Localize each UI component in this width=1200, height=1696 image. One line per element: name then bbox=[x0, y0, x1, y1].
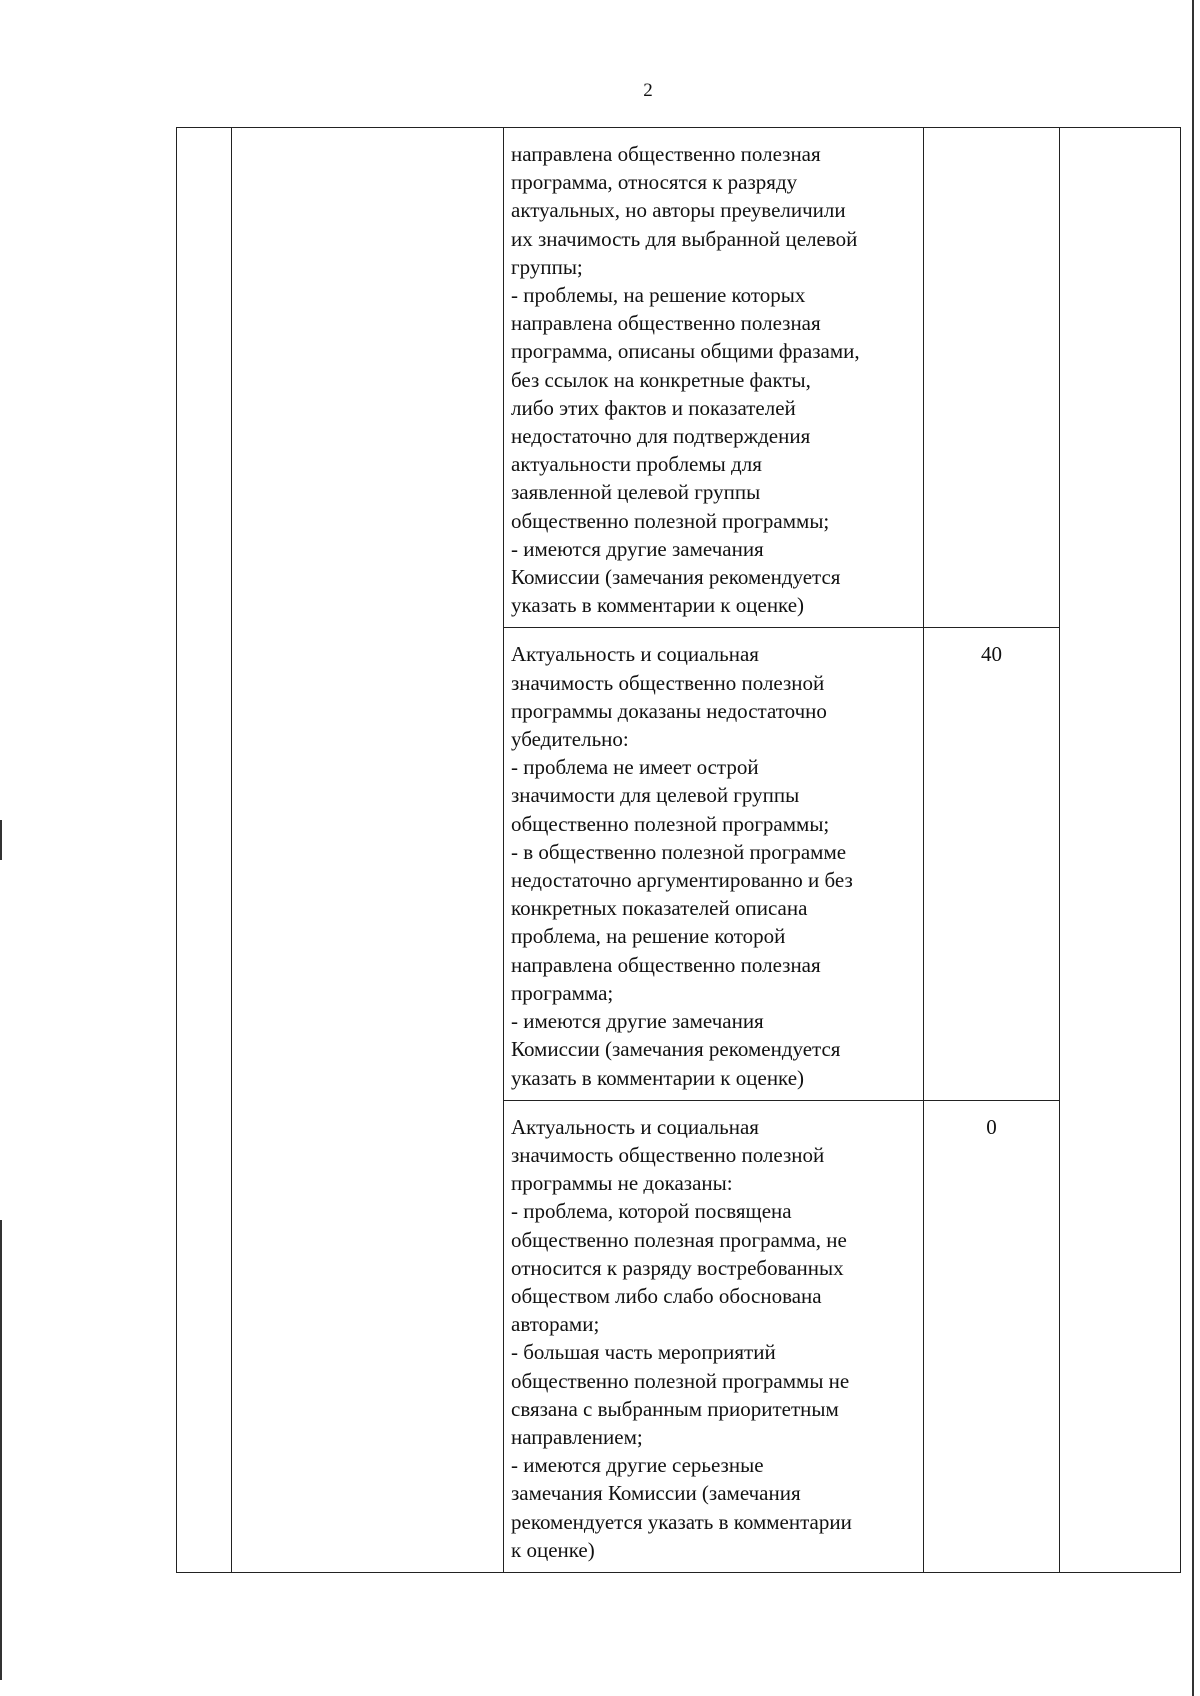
criterion-description: направлена общественно полезная программа, относятся к разряду актуальных, но авторы преувеличили их значимость для выбранной целевой группы; - проблемы, на решение которых направлена общественно полезная программа, описаны общими фразами, без ссылок на конкретные факты, либо этих фактов и показателей недостаточно для подтверждения актуальности проблемы для заявленной целевой группы общественно полезной программы; - имеются другие замечания Комиссии (замечания рекомендуется указать в комментарии к оценке) bbox=[511, 142, 860, 618]
criterion-description-cell bbox=[504, 1100, 924, 1572]
criterion-description: Актуальность и социальная значимость общественно полезной программы доказаны недостаточно убедительно: - проблема не имеет острой значимости для целевой группы общественно полезной программы; - в общественно полезной программе недостаточно аргументированно и без конкретных показателей описана проблема, на решение которой направлена общественно полезная программа; - имеются другие замечания Комиссии (замечания рекомендуется указать в комментарии к оценке) bbox=[511, 642, 853, 1090]
criterion-description-cell bbox=[504, 128, 924, 628]
score-cell bbox=[924, 628, 1060, 1100]
page-number: 2 bbox=[643, 80, 653, 101]
score-value: 40 bbox=[981, 642, 1002, 667]
comment-cell bbox=[1060, 128, 1181, 1573]
criterion-description: Актуальность и социальная значимость общественно полезной программы не доказаны: - проблема, которой посвящена общественно полезная программа, не относится к разряду востребованных обществом либо слабо обоснована авторами; - большая часть мероприятий общественно полезной программы не связана с выбранным приоритетным направлением; - имеются другие серьезные замечания Комиссии (замечания рекомендуется указать в комментарии к оценке) bbox=[511, 1114, 852, 1562]
scan-margin-mark bbox=[0, 820, 2, 860]
score-cell bbox=[924, 128, 1060, 628]
score-value bbox=[924, 128, 1059, 140]
criterion-name-cell bbox=[232, 128, 504, 1573]
criterion-description-cell bbox=[504, 628, 924, 1100]
number-cell bbox=[177, 128, 232, 1573]
score-value: 0 bbox=[986, 1114, 997, 1139]
table-row bbox=[177, 128, 1181, 628]
scan-edge-line bbox=[1192, 0, 1194, 1696]
scan-margin-mark bbox=[0, 1220, 2, 1680]
criteria-table bbox=[176, 127, 1181, 1573]
score-cell bbox=[924, 1100, 1060, 1572]
